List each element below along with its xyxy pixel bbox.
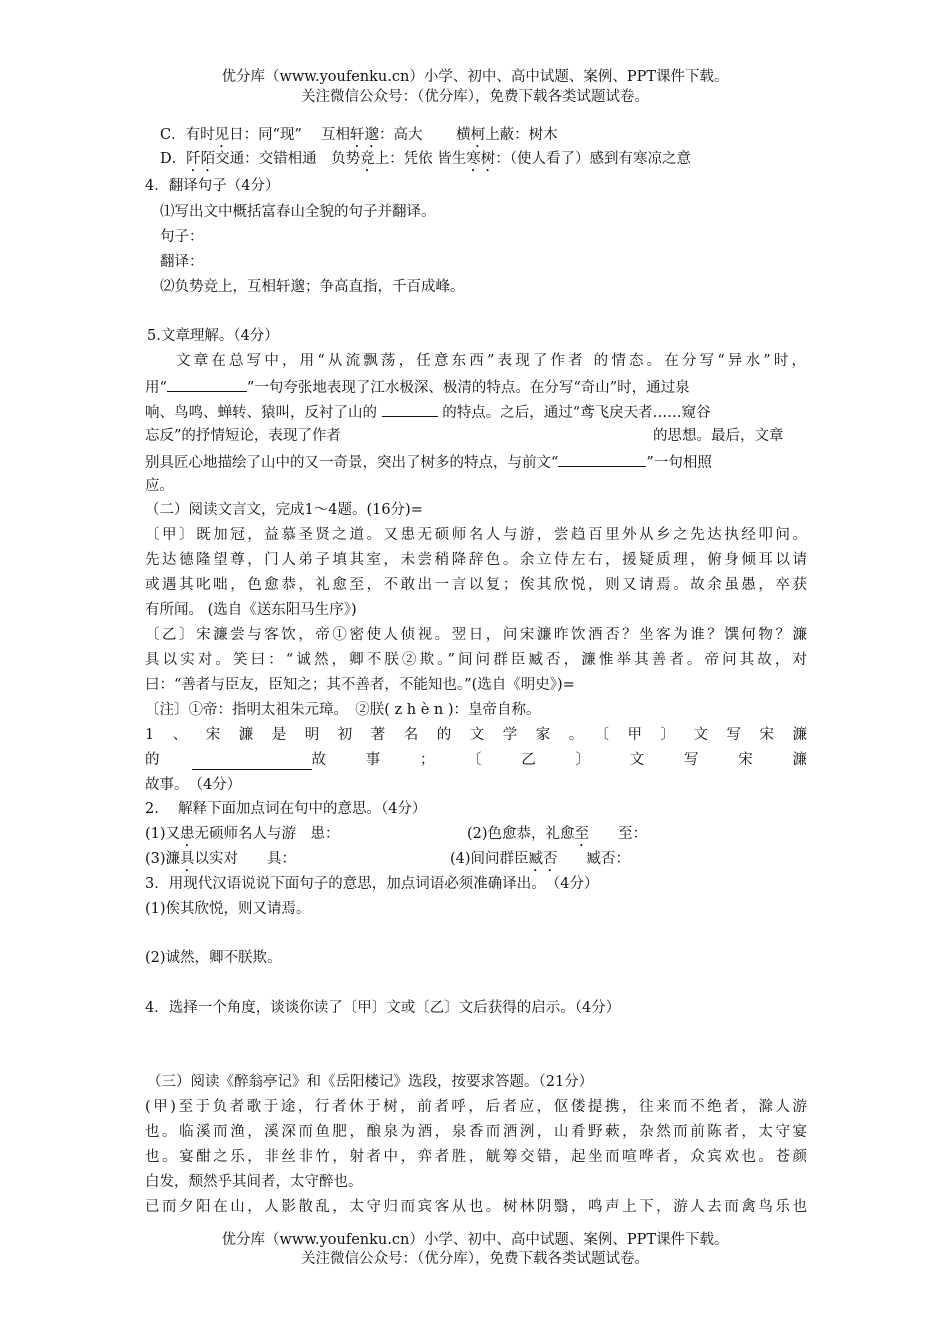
- p2-q3-item-2: (2)诚然，卿不朕欺。: [145, 950, 282, 966]
- q5-line-4b: 的思想。最后，文章: [653, 428, 784, 444]
- p2-q2-title: 2. 解释下面加点词在句中的意思。（4分）: [145, 801, 427, 817]
- translation-label: 翻译：: [160, 254, 204, 270]
- blank-4[interactable]: [558, 451, 646, 467]
- q5-line-2: 用“ ”一句夸张地表现了江水极深、极清的特点。在分写“奇山”时，通过泉: [145, 376, 807, 398]
- part3-line-5: 已而夕阳在山，人影散乱，太守归而宾客从也。树林阴翳，鸣声上下，游人去而禽鸟乐也: [145, 1199, 807, 1215]
- q5-title: 5.文章理解。（4分）: [147, 328, 279, 344]
- blank-1[interactable]: [167, 376, 247, 392]
- yi-line-3: 曰：“善者与臣友，臣知之；其不善者，不能知也。”(选自《明史》)=: [145, 677, 575, 693]
- q5-line-1: 文章在总写中，用“从流飘荡，任意东西”表现了作者 的情态。在分写“异水”时，: [176, 353, 806, 369]
- footnote: 〔注〕①帝：指明太祖朱元璋。 ②朕( z h è n )：皇帝自称。: [145, 702, 541, 718]
- jia-line-1: 〔甲〕既加冠，益慕圣贤之道。又患无硕师名人与游，尝趋百里外从乡之先达执经叩问。: [145, 527, 807, 543]
- q4-sub2: ⑵负势竞上，互相轩邈；争高直指，千百成峰。: [160, 279, 465, 295]
- page-header-line-2: 关注微信公众号：（优分库），免费下载各类试题试卷。: [301, 89, 649, 105]
- p2-q1-line-1: 1、宋濂是明初著名的文学家。〔甲〕文写宋濂: [145, 727, 807, 743]
- q4-title: 4．翻译句子（4分）: [145, 178, 280, 194]
- part3-line-4: 白发，颓然乎其间者，太守醉也。: [145, 1174, 363, 1190]
- p2-q3-item-1: (1)俟其欣悦，则又请焉。: [145, 901, 311, 917]
- part3-line-2: 也。临溪而渔，溪深而鱼肥，酿泉为酒，泉香而酒洌，山肴野蔌，杂然而前陈者，太守宴: [145, 1124, 807, 1140]
- p2-q3-title: 3．用现代汉语说说下面句子的意思，加点词语必须准确译出。 （4分）: [145, 876, 599, 892]
- q5-line-4a: 忘反”的抒情短论，表现了作者: [145, 428, 341, 444]
- blank-5[interactable]: [192, 754, 312, 770]
- q5-line-3: 响、鸟鸣、蝉转、猿叫，反衬了山的 的特点。之后，通过“鸢飞戾天者……窥谷: [145, 401, 807, 423]
- yi-line-2: 具以实对。笑曰：“诚然，卿不朕②欺。”间问群臣臧否，濂惟举其善者。帝问其故，对: [145, 652, 807, 668]
- jia-line-4: 有所闻。 (选自《送东阳马生序》): [145, 602, 357, 618]
- p2-q1-line-2: 的 故事；〔乙〕文写宋濂: [145, 752, 807, 768]
- jia-line-3: 或遇其叱咄，色愈恭，礼愈至，不敢出一言以复；俟其欣悦，则又请焉。故余虽愚，卒获: [145, 577, 807, 593]
- p2-q2-item-4: (4)间问群臣臧否 臧否：: [450, 851, 631, 867]
- q4-sub1: ⑴写出文中概括富春山全貌的句子并翻译。: [160, 204, 436, 220]
- sentence-label: 句子：: [160, 229, 204, 245]
- p2-q2-item-2: (2)色愈恭，礼愈至 至：: [467, 826, 648, 842]
- part3-line-3: 也。宴酣之乐，非丝非竹，射者中，弈者胜，觥筹交错，起坐而喧哗者，众宾欢也。苍颜: [145, 1149, 807, 1165]
- page-header-line-1: 优分库（www.youfenku.cn）小学、初中、高中试题、案例、PPT课件下载。: [221, 69, 729, 85]
- part2-title: （二）阅读文言文，完成1～4题。(16分)=: [145, 502, 423, 518]
- page-footer-line-1: 优分库（www.youfenku.cn）小学、初中、高中试题、案例、PPT课件下载。: [221, 1232, 729, 1248]
- blank-2[interactable]: [382, 401, 438, 417]
- q5-line-5: 别具匠心地描绘了山中的又一奇景，突出了树多的特点，与前文“ ”一句相照: [145, 451, 807, 473]
- p2-q2-item-1: (1)又患无硕师名人与游 患：: [145, 826, 340, 842]
- part3-line-1: (甲)至于负者歌于途，行者休于树，前者呼，后者应，伛偻提携，往来而不绝者，滁人游: [145, 1099, 807, 1115]
- yi-line-1: 〔乙〕宋濂尝与客饮，帝①密使人侦视。翌日，问宋濂昨饮酒否？坐客为谁？馔何物？濂: [145, 627, 807, 643]
- page-footer-line-2: 关注微信公众号：（优分库），免费下载各类试题试卷。: [301, 1251, 649, 1267]
- option-d: D．阡陌交通：交错相通 负势竞上：凭依 皆生寒树：（使人看了）感到有寒凉之意: [160, 151, 691, 167]
- q5-line-6: 应。: [145, 478, 174, 494]
- p2-q2-item-3: (3)濂具以实对 具：: [145, 851, 297, 867]
- p2-q1-line-3: 故事。 （4分）: [145, 777, 242, 793]
- option-c: C．有时见日：同“现” 互相轩邈：高大 横柯上蔽：树木: [160, 127, 558, 143]
- jia-line-2: 先达德隆望尊，门人弟子填其室，未尝稍降辞色。余立侍左右，援疑质理，俯身倾耳以请: [145, 552, 807, 568]
- part3-title: （三）阅读《醉翁亭记》和《岳阳楼记》选段，按要求答题。（21分）: [147, 1074, 594, 1090]
- p2-q4-title: 4．选择一个角度，谈谈你读了〔甲〕文或〔乙〕文后获得的启示。（4分）: [145, 1000, 621, 1016]
